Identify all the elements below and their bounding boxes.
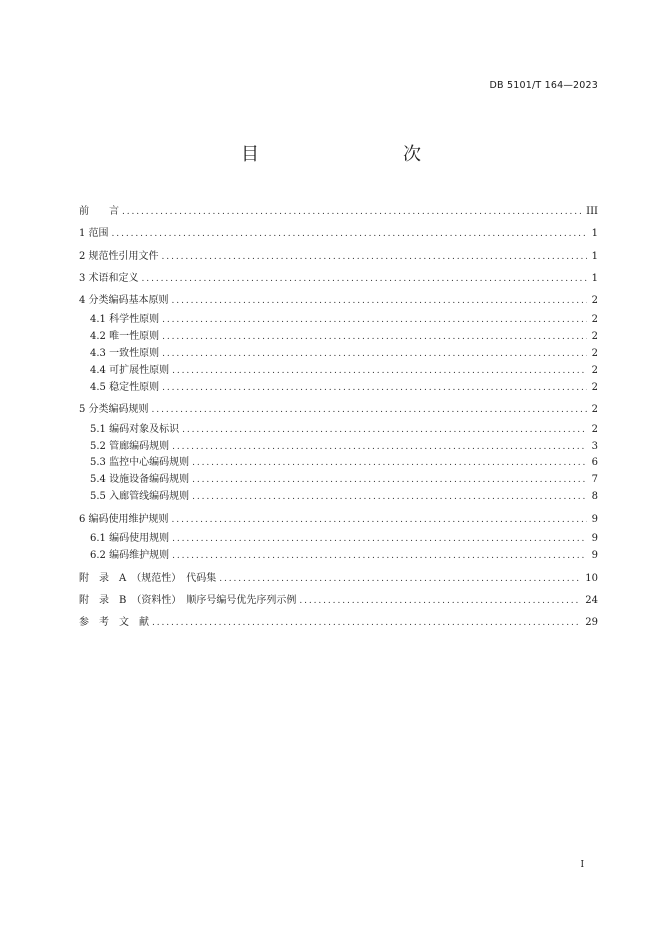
toc-subentry[interactable] (79, 455, 598, 472)
toc-dot-leader (192, 472, 587, 489)
toc-dot-leader (192, 455, 587, 472)
toc-entry-page: 7 (591, 474, 598, 486)
toc-entry-page: 1 (591, 250, 598, 262)
toc-entry-label: 4.5 稳定性原则 (90, 381, 160, 393)
toc-dot-leader (172, 531, 587, 548)
toc-entry-label: 参 考 文 献 (79, 617, 149, 629)
toc-subentry[interactable] (79, 489, 598, 506)
toc-entry-page: 9 (591, 533, 598, 545)
toc-entry-page: 2 (591, 423, 598, 435)
toc-entry-label: 4.3 一致性原则 (90, 348, 160, 360)
toc-entry-page: 2 (591, 295, 598, 307)
toc-entry-label: 3 术语和定义 (79, 272, 139, 284)
toc-entry-page: 2 (591, 314, 598, 326)
toc-entry[interactable] (79, 246, 598, 268)
toc-entry[interactable] (79, 201, 598, 223)
toc-entry-page: III (586, 206, 598, 217)
toc-entry-label: 前 言 (79, 206, 119, 217)
toc-entry[interactable] (79, 590, 598, 612)
toc-entry[interactable] (79, 399, 598, 421)
page-number: I (580, 860, 584, 870)
toc-entry[interactable] (79, 268, 598, 290)
toc-entry-label: 5.3 监控中心编码规则 (90, 457, 190, 469)
toc-entry-label: 4.2 唯一性原则 (90, 331, 160, 343)
toc-entry[interactable] (79, 612, 598, 634)
toc-entry-label: 6.2 编码维护规则 (90, 549, 170, 561)
toc-entry-label: 4 分类编码基本原则 (79, 295, 169, 307)
toc-subentry[interactable] (79, 422, 598, 439)
toc-dot-leader (172, 363, 587, 380)
toc-dot-leader (182, 422, 587, 439)
toc-entry-label: 5.2 管廊编码规则 (90, 440, 170, 452)
toc-entry-page: 2 (591, 331, 598, 343)
toc-entry-label: 5.4 设施设备编码规则 (90, 474, 190, 486)
toc-entry-page: 1 (591, 272, 598, 284)
toc-subentry[interactable] (79, 548, 598, 565)
toc-dot-leader (162, 346, 587, 363)
toc-entry[interactable] (79, 568, 598, 590)
toc-entry-label: 5.5 入廊管线编码规则 (90, 490, 190, 502)
toc-entry-page: 10 (585, 572, 598, 584)
toc-title: 目 次 (241, 144, 457, 165)
toc-subentry[interactable] (79, 439, 598, 456)
toc-dot-leader (162, 380, 587, 397)
toc-entry-label: 5 分类编码规则 (79, 404, 149, 416)
standard-code: DB 5101/T 164—2023 (489, 80, 598, 91)
toc-dot-leader (172, 509, 587, 531)
toc-dot-leader (152, 612, 580, 634)
toc-entry-page: 9 (591, 549, 598, 561)
toc-dot-leader (172, 548, 587, 565)
toc-entry[interactable] (79, 509, 598, 531)
toc-entry-label: 6.1 编码使用规则 (90, 533, 170, 545)
toc-entry-page: 2 (591, 381, 598, 393)
toc-entry-page: 2 (591, 404, 598, 416)
toc-subentry[interactable] (79, 312, 598, 329)
toc-subentry[interactable] (79, 329, 598, 346)
toc-dot-leader (162, 246, 587, 268)
toc-subentry[interactable] (79, 346, 598, 363)
toc-subentry[interactable] (79, 363, 598, 380)
toc-entry-label: 4.1 科学性原则 (90, 314, 160, 326)
table-of-contents (79, 201, 598, 635)
toc-dot-leader (172, 439, 587, 456)
toc-dot-leader (162, 312, 587, 329)
toc-entry-page: 1 (591, 228, 598, 240)
toc-entry[interactable] (79, 223, 598, 245)
toc-entry-page: 2 (591, 364, 598, 376)
toc-dot-leader (112, 223, 587, 245)
toc-dot-leader (219, 568, 580, 590)
toc-entry-label: 附 录 B （资料性） 顺序号编号优先序列示例 (79, 594, 297, 606)
toc-entry-label: 1 范围 (79, 228, 109, 240)
toc-dot-leader (299, 590, 580, 612)
toc-dot-leader (122, 201, 581, 223)
toc-dot-leader (192, 489, 587, 506)
toc-subentry[interactable] (79, 380, 598, 397)
toc-entry-page: 29 (585, 617, 598, 629)
toc-dot-leader (172, 290, 587, 312)
toc-entry-page: 24 (585, 594, 598, 606)
toc-entry-label: 附 录 A （规范性） 代码集 (79, 572, 217, 584)
toc-entry[interactable] (79, 290, 598, 312)
toc-entry-page: 8 (591, 490, 598, 502)
toc-dot-leader (142, 268, 587, 290)
toc-entry-label: 4.4 可扩展性原则 (90, 364, 170, 376)
toc-entry-page: 6 (591, 457, 598, 469)
toc-dot-leader (162, 329, 587, 346)
toc-entry-label: 2 规范性引用文件 (79, 250, 159, 262)
toc-entry-label: 6 编码使用维护规则 (79, 513, 169, 525)
toc-entry-page: 2 (591, 348, 598, 360)
toc-subentry[interactable] (79, 472, 598, 489)
toc-entry-page: 9 (591, 513, 598, 525)
toc-dot-leader (152, 399, 587, 421)
toc-subentry[interactable] (79, 531, 598, 548)
toc-entry-page: 3 (591, 440, 598, 452)
toc-entry-label: 5.1 编码对象及标识 (90, 423, 180, 435)
